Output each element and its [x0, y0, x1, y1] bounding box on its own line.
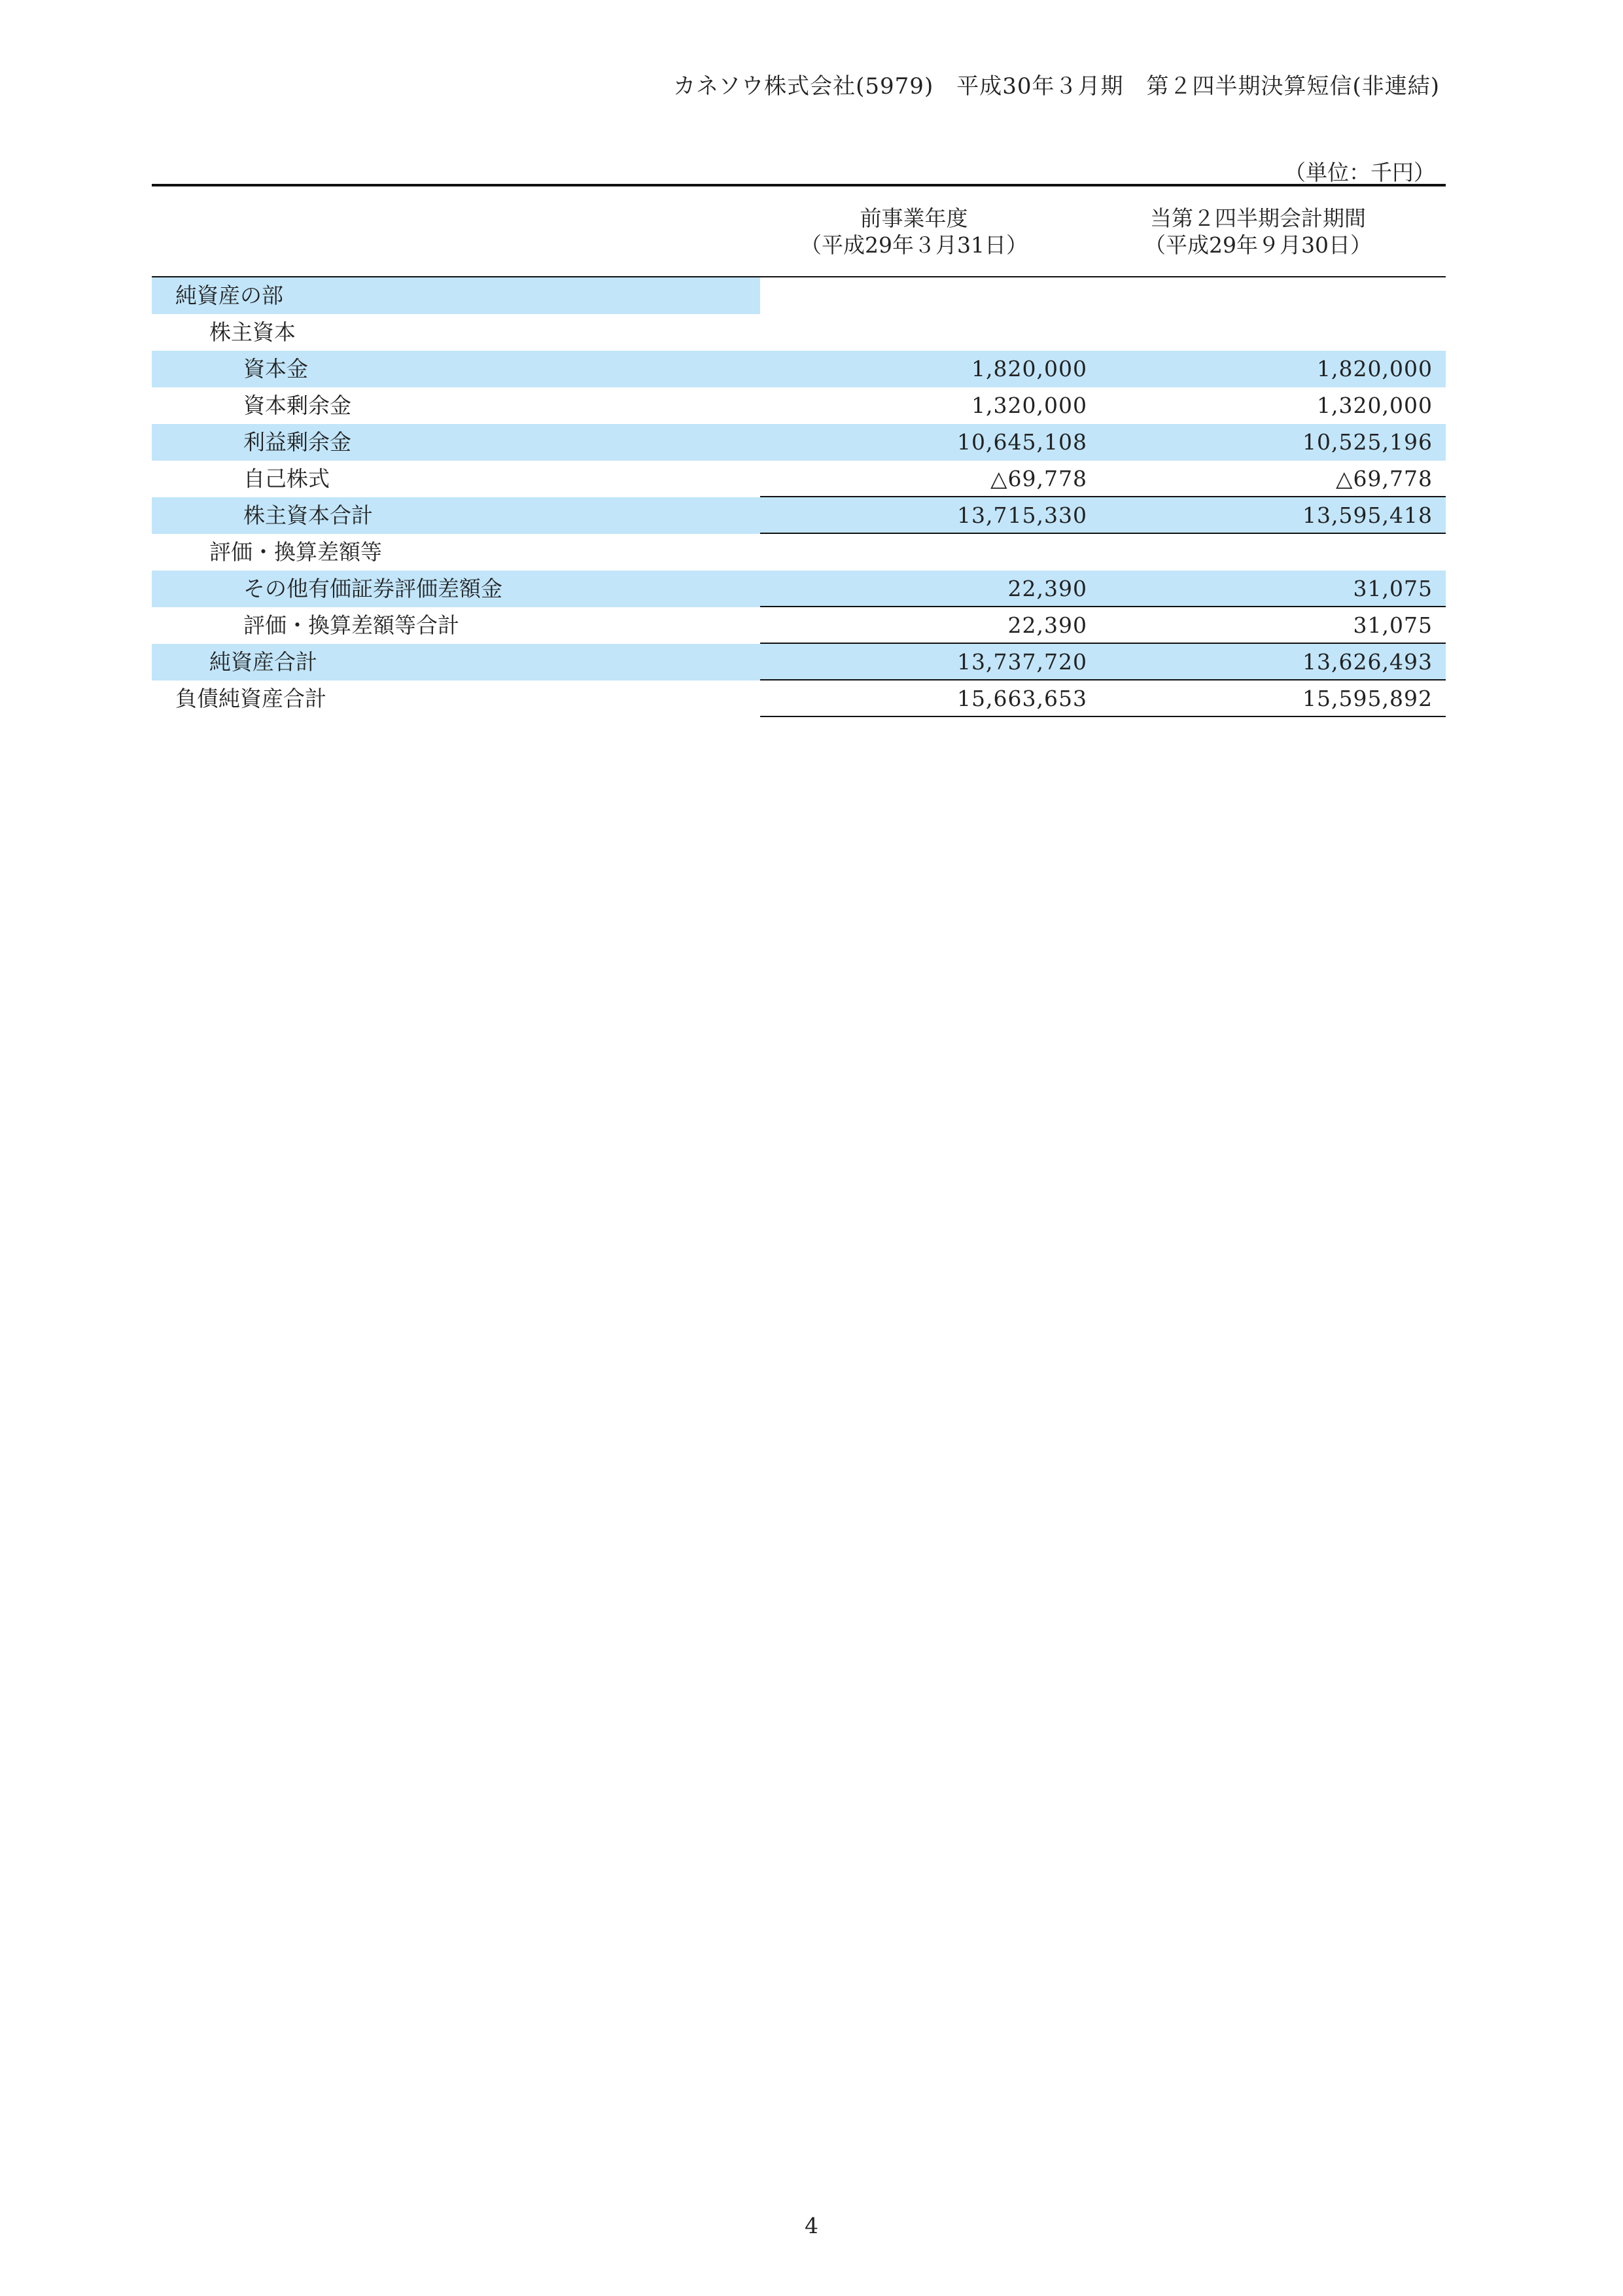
prior-value: 15,663,653 [760, 680, 1102, 717]
current-period-date: （平成29年９月30日） [1144, 232, 1372, 258]
row-label: 資本剰余金 [243, 393, 351, 418]
document-header: カネソウ株式会社(5979) 平成30年３月期 第２四半期決算短信(非連結) [673, 73, 1440, 99]
table-row-retained-earnings [152, 424, 1446, 461]
table-row-treasury-stock [152, 461, 1446, 497]
current-value: 13,595,418 [1102, 497, 1446, 534]
table-row-securities-valuation-difference [152, 571, 1446, 607]
row-label: 株主資本合計 [243, 503, 373, 528]
current-value: 13,626,493 [1102, 644, 1446, 680]
prior-period-date: （平成29年３月31日） [800, 232, 1028, 258]
page-number: 4 [805, 2213, 818, 2238]
row-label: 負債純資産合計 [175, 686, 326, 711]
table-row-shareholders-equity-heading [152, 314, 1446, 351]
row-label: 利益剰余金 [243, 429, 351, 455]
prior-value: 1,820,000 [971, 356, 1087, 381]
current-value: 10,525,196 [1302, 429, 1433, 455]
table-row-total-liabilities-and-net-assets [152, 680, 1446, 717]
prior-value: 22,390 [760, 607, 1102, 644]
table-row-total-net-assets [152, 644, 1446, 680]
row-label: 株主資本 [209, 319, 296, 345]
prior-value: 13,737,720 [760, 644, 1102, 680]
current-value: 1,320,000 [1317, 393, 1433, 418]
prior-value: 22,390 [760, 571, 1102, 607]
current-value: △69,778 [1102, 461, 1446, 497]
prior-value: 10,645,108 [957, 429, 1087, 455]
row-label: 自己株式 [243, 466, 330, 491]
table-row-valuation-adjustments-heading [152, 534, 1446, 571]
row-label: 評価・換算差額等合計 [243, 612, 459, 638]
current-value: 15,595,892 [1102, 680, 1446, 717]
row-label: 評価・換算差額等 [209, 539, 382, 565]
prior-value: 13,715,330 [760, 497, 1102, 534]
row-label: 純資産合計 [209, 649, 317, 675]
table-row-net-assets-section [152, 277, 1446, 314]
prior-period-column-header [743, 205, 1085, 258]
prior-period-title: 前事業年度 [860, 205, 968, 231]
table-row-total-valuation-adjustments [152, 607, 1446, 644]
prior-value: △69,778 [760, 461, 1102, 497]
current-value: 31,075 [1102, 571, 1446, 607]
table-row-capital-stock [152, 351, 1446, 387]
row-label: その他有価証券評価差額金 [243, 576, 502, 601]
current-value: 1,820,000 [1317, 356, 1433, 381]
unit-note: （単位：千円） [1284, 160, 1435, 185]
current-period-title: 当第２四半期会計期間 [1150, 205, 1366, 231]
current-value: 31,075 [1102, 607, 1446, 644]
row-label: 資本金 [243, 356, 308, 381]
balance-sheet-table [152, 184, 1446, 717]
row-label: 純資産の部 [175, 283, 283, 308]
prior-value: 1,320,000 [971, 393, 1087, 418]
table-header-row [152, 186, 1446, 277]
current-period-column-header [1087, 205, 1429, 258]
table-row-capital-surplus [152, 387, 1446, 424]
table-row-total-shareholders-equity [152, 497, 1446, 534]
